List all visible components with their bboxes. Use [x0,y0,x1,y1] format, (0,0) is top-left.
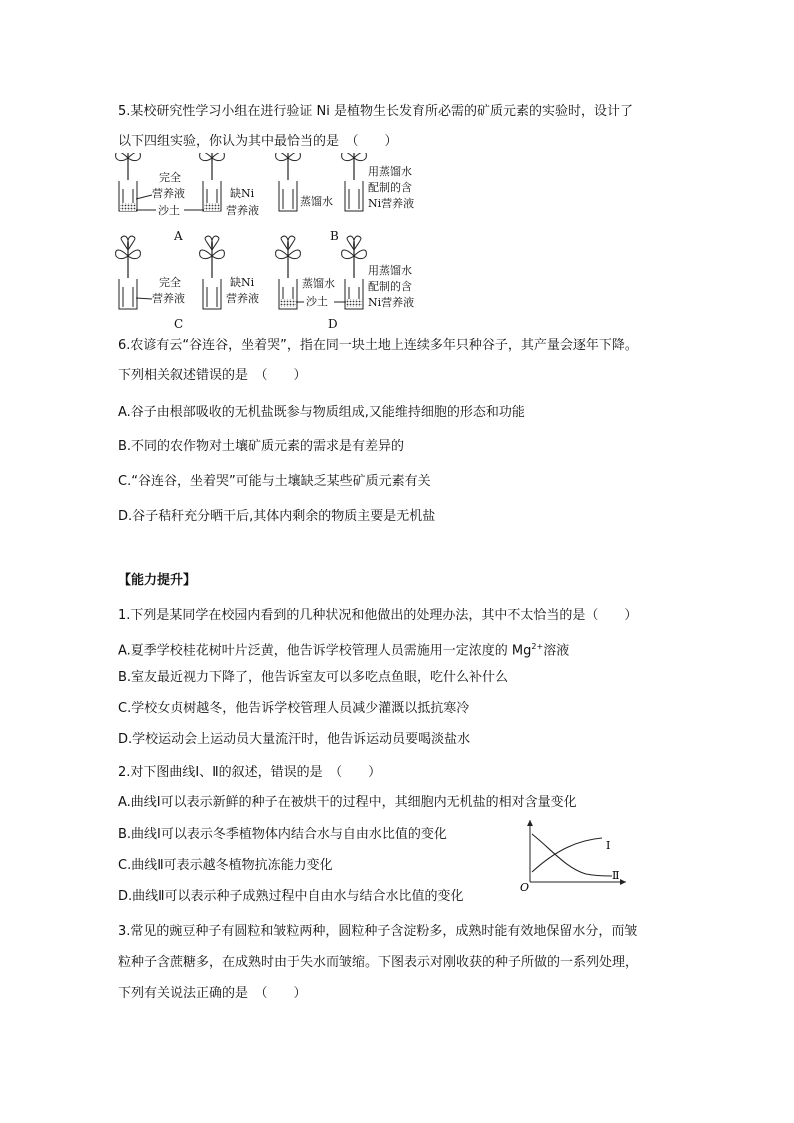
label-full: 完全 [159,276,181,289]
label-missing-ni: 缺Ni [230,276,255,289]
label-ni-solution-1: 用蒸馏水 [368,264,412,277]
caption-b: B [330,229,339,243]
label-nutrient: 营养液 [226,204,259,217]
label-ni-solution-3: Ni营养液 [368,296,415,309]
label-nutrient: 营养液 [152,187,185,200]
label-ni-solution-2: 配制的含 [368,280,412,293]
curve-2-label: Ⅱ [612,869,620,882]
q6-option-c: C.“谷连谷，坐着哭”可能与土壤缺乏某些矿质元素有关 [118,474,431,489]
label-sand: 沙土 [306,295,328,308]
setup-b [276,153,415,243]
label-missing-ni: 缺Ni [230,187,255,200]
label-nutrient: 营养液 [152,292,185,305]
p1-stem: 1.下列是某同学在校园内看到的几种状况和他做出的处理办法，其中不太恰当的是（ ） [118,608,638,623]
label-ni-solution-2: 配制的含 [368,181,412,194]
q6-stem-line1: 6.农谚有云“谷连谷，坐着哭”，指在同一块土地上连续多年只种谷子，其产量会逐年下降。 [118,338,638,353]
label-sand: 沙土 [158,204,180,217]
p3-stem-line1: 3.常见的豌豆种子有圆粒和皱粒两种，圆粒种子含淀粉多，成熟时能有效地保留水分，而皱 [118,924,638,939]
origin-label: O [520,881,530,892]
label-distilled-water: 蒸馏水 [302,277,335,290]
p1-option-d: D.学校运动会上运动员大量流汗时，他告诉运动员要喝淡盐水 [118,732,471,747]
setup-a [116,153,259,243]
p3-stem-line2: 粒种子含蔗糖多，在成熟时由于失水而皱缩。下图表示对刚收获的种子所做的一系列处理， [118,955,639,970]
label-ni-solution-1: 用蒸馏水 [368,165,412,178]
caption-d: D [328,317,338,331]
label-ni-solution-3: Ni营养液 [368,197,415,210]
curve-graph [516,816,630,892]
p2-option-b: B.曲线Ⅰ可以表示冬季植物体内结合水与自由水比值的变化 [118,827,447,842]
p1-option-c: C.学校女贞树越冬，他告诉学校管理人员减少灌溉以抵抗寒冷 [118,701,470,716]
p1-option-b: B.室友最近视力下降了，他告诉室友可以多吃点鱼眼，吃什么补什么 [118,670,509,685]
section-heading: 【能力提升】 [118,573,197,588]
p2-option-c: C.曲线Ⅱ可表示越冬植物抗冻能力变化 [118,858,333,873]
q5-stem-line2: 以下四组实验，你认为其中最恰当的是 （ ） [118,134,398,149]
setup-c [116,236,259,331]
label-full: 完全 [159,171,181,184]
caption-a: A [174,229,183,243]
p1-option-a: A.夏季学校桂花树叶片泛黄，他告诉学校管理人员需施用一定浓度的 $Mg^{2+}$溶液 [118,642,570,659]
label-distilled-water: 蒸馏水 [300,195,333,208]
curve-1-label: Ⅰ [606,839,611,852]
q5-stem-line1: 5.某校研究性学习小组在进行验证 Ni 是植物生长发育所必需的矿质元素的实验时，设计了 [118,104,634,119]
setup-d [276,236,415,331]
q6-stem-line2: 下列相关叙述错误的是 （ ） [118,368,307,383]
p2-option-d: D.曲线Ⅱ可以表示种子成熟过程中自由水与结合水比值的变化 [118,889,464,904]
caption-c: C [174,317,184,331]
q5-experiment-figure [112,153,442,338]
p3-stem-line3: 下列有关说法正确的是 （ ） [118,986,307,1001]
label-nutrient: 营养液 [226,292,259,305]
q6-option-d: D.谷子秸秆充分晒干后,其体内剩余的物质主要是无机盐 [118,509,436,524]
p2-stem: 2.对下图曲线Ⅰ、Ⅱ的叙述，错误的是 （ ） [118,765,382,780]
p2-option-a: A.曲线Ⅰ可以表示新鲜的种子在被烘干的过程中，其细胞内无机盐的相对含量变化 [118,795,577,810]
q6-option-b: B.不同的农作物对土壤矿质元素的需求是有差异的 [118,439,405,454]
q6-option-a: A.谷子由根部吸收的无机盐既参与物质组成,又能维持细胞的形态和功能 [118,405,525,420]
curve-2 [532,834,612,876]
